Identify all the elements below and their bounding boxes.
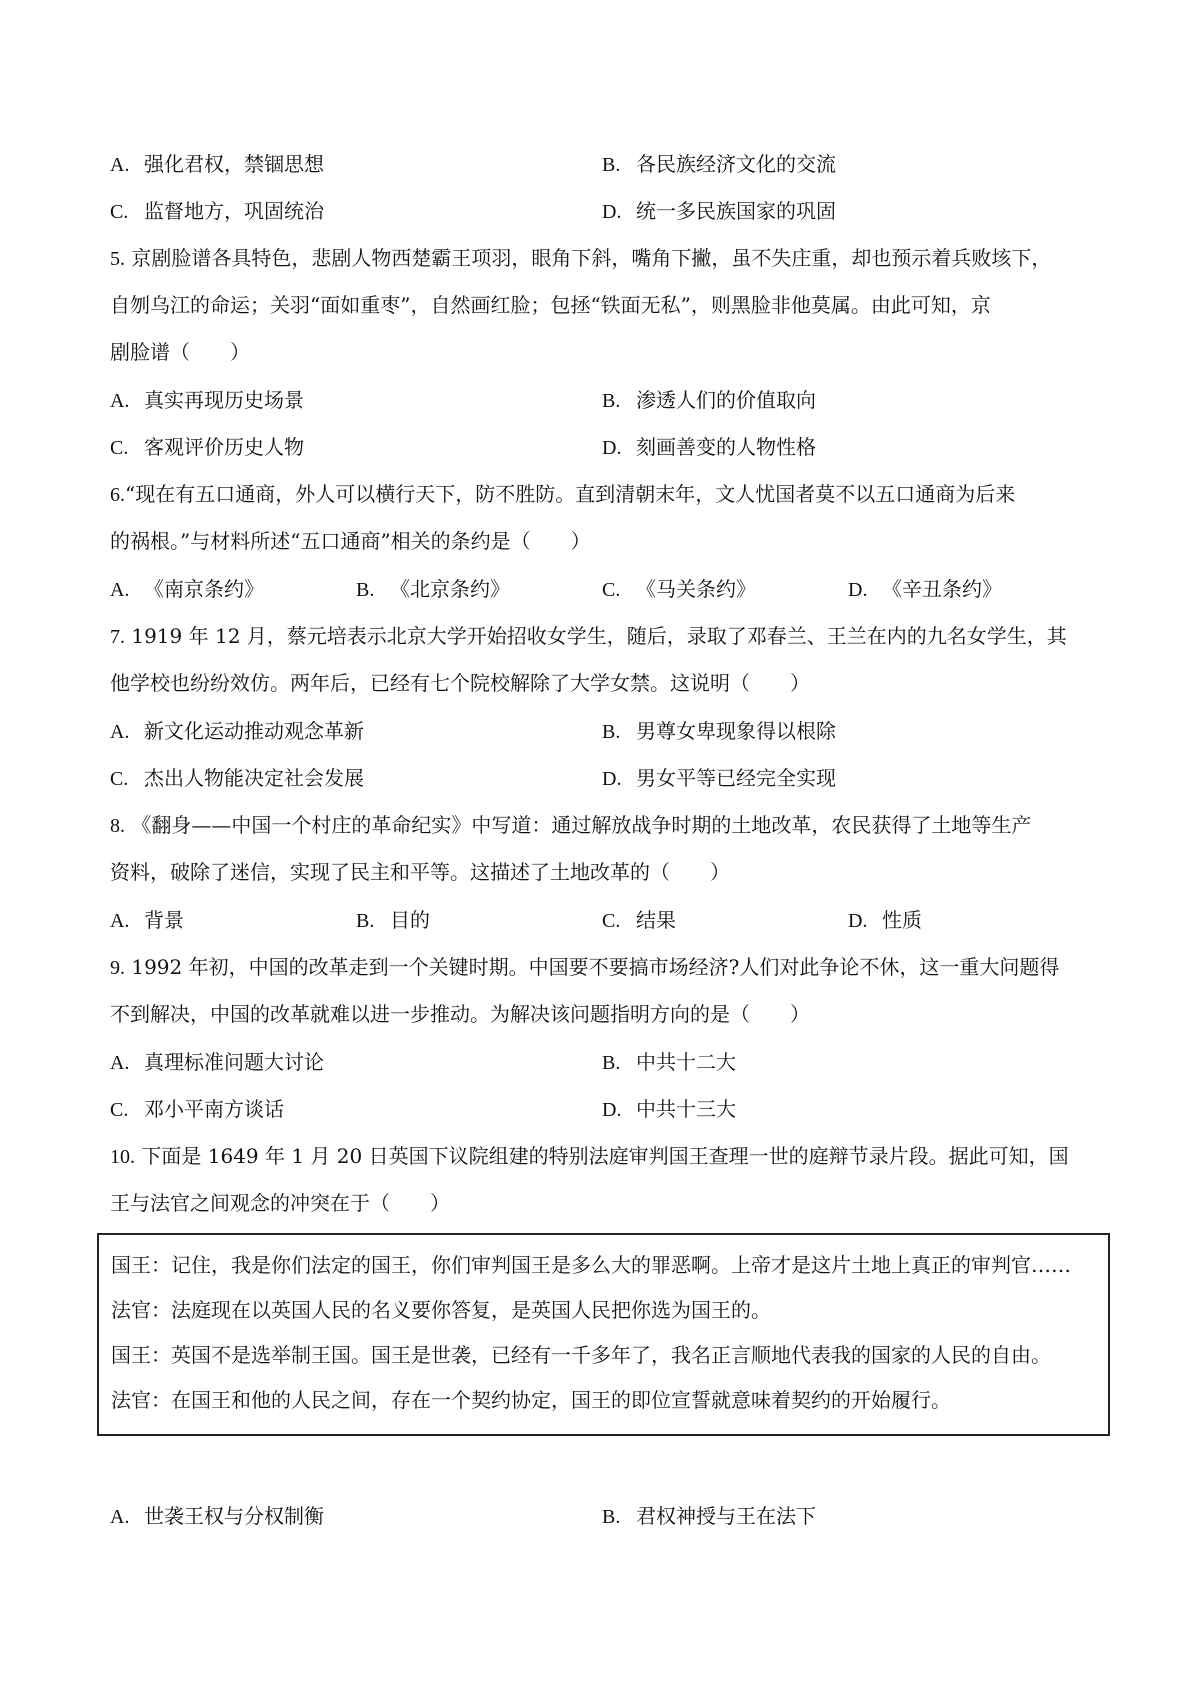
q7-option-a[interactable]: A. 新文化运动推动观念革新 (110, 719, 364, 743)
q6-option-b[interactable]: B. 《北京条约》 (356, 577, 510, 601)
question-number: 10. (110, 1146, 135, 1168)
question-number: 8. (110, 815, 125, 837)
q9-option-a[interactable]: A. 真理标准问题大讨论 (110, 1050, 324, 1074)
question-number: 6. (110, 484, 125, 506)
q9-stem-line-2: 不到解决，中国的改革就难以进一步推动。为解决该问题指明方向的是（ ） (110, 1002, 810, 1026)
q8-stem-line-1: 8. 《翻身——中国一个村庄的革命纪实》中写道：通过解放战争时期的土地改革，农民获得了土地等生产 (110, 813, 1032, 837)
quote-line-2: 法官：法庭现在以英国人民的名义要你答复，是英国人民把你选为国王的。 (111, 1298, 771, 1322)
q6-option-a[interactable]: A. 《南京条约》 (110, 577, 264, 601)
q4-option-b[interactable]: B. 各民族经济文化的交流 (602, 152, 836, 176)
question-number: 7. (110, 626, 125, 648)
q10-option-a[interactable]: A. 世袭王权与分权制衡 (110, 1504, 324, 1528)
q10-stem-line-2: 王与法官之间观念的冲突在于（ ） (110, 1191, 450, 1215)
q8-option-b[interactable]: B. 目的 (356, 908, 430, 932)
q8-option-d[interactable]: D. 性质 (848, 908, 922, 932)
q10-stem-line-1: 10. 下面是 1649 年 1 月 20 日英国下议院组建的特别法庭审判国王查理一世的庭辩节录片段。据此可知，国 (110, 1144, 1069, 1168)
q9-option-c[interactable]: C. 邓小平南方谈话 (110, 1097, 284, 1121)
q5-option-c[interactable]: C. 客观评价历史人物 (110, 435, 304, 459)
q9-option-d[interactable]: D. 中共十三大 (602, 1097, 736, 1121)
q5-stem-line-1: 5. 京剧脸谱各具特色，悲剧人物西楚霸王项羽，眼角下斜，嘴角下撇，虽不失庄重，却也预示着兵败垓下， (110, 246, 1052, 270)
q4-option-c[interactable]: C. 监督地方，巩固统治 (110, 199, 324, 223)
q9-option-b[interactable]: B. 中共十二大 (602, 1050, 736, 1074)
q10-option-b[interactable]: B. 君权神授与王在法下 (602, 1504, 816, 1528)
q4-option-d[interactable]: D. 统一多民族国家的巩固 (602, 199, 836, 223)
q5-option-b[interactable]: B. 渗透人们的价值取向 (602, 388, 816, 412)
q7-option-d[interactable]: D. 男女平等已经完全实现 (602, 766, 836, 790)
q7-option-c[interactable]: C. 杰出人物能决定社会发展 (110, 766, 364, 790)
q5-option-d[interactable]: D. 刻画善变的人物性格 (602, 435, 816, 459)
q8-stem-line-2: 资料，破除了迷信，实现了民主和平等。这描述了土地改革的（ ） (110, 860, 730, 884)
q5-stem-line-2: 自刎乌江的命运；关羽“面如重枣”，自然画红脸；包拯“铁面无私”，则黑脸非他莫属。由此可知，京 (110, 293, 991, 317)
q8-option-c[interactable]: C. 结果 (602, 908, 676, 932)
q7-stem-line-1: 7. 1919 年 12 月，蔡元培表示北京大学开始招收女学生，随后，录取了邓春兰、王兰在内的九名女学生，其 (110, 624, 1067, 648)
q9-stem-line-1: 9. 1992 年初，中国的改革走到一个关键时期。中国要不要搞市场经济?人们对此争论不休，这一重大问题得 (110, 955, 1060, 979)
question-number: 9. (110, 957, 125, 979)
quote-line-1: 国王：记住，我是你们法定的国王，你们审判国王是多么大的罪恶啊。上帝才是这片土地上真正的审判官…… (111, 1253, 1071, 1277)
q6-option-d[interactable]: D. 《辛丑条约》 (848, 577, 1002, 601)
quote-line-4: 法官：在国王和他的人民之间，存在一个契约协定，国王的即位宣誓就意味着契约的开始履行。 (111, 1388, 951, 1412)
q5-stem-line-3: 剧脸谱（ ） (110, 340, 250, 364)
q6-option-c[interactable]: C. 《马关条约》 (602, 577, 756, 601)
q7-stem-line-2: 他学校也纷纷效仿。两年后，已经有七个院校解除了大学女禁。这说明（ ） (110, 671, 810, 695)
q6-stem-line-2: 的祸根。”与材料所述“五口通商”相关的条约是（ ） (110, 529, 591, 553)
q6-stem-line-1: 6.“现在有五口通商，外人可以横行天下，防不胜防。直到清朝末年，文人忧国者莫不以五口通商为后来 (110, 482, 1016, 506)
quote-line-3: 国王：英国不是选举制王国。国王是世袭，已经有一千多年了，我名正言顺地代表我的国家的人民的自由。 (111, 1343, 1051, 1367)
q8-option-a[interactable]: A. 背景 (110, 908, 184, 932)
q10-quote-box (97, 1233, 1110, 1436)
q7-option-b[interactable]: B. 男尊女卑现象得以根除 (602, 719, 836, 743)
q4-option-a[interactable]: A. 强化君权，禁锢思想 (110, 152, 324, 176)
q5-option-a[interactable]: A. 真实再现历史场景 (110, 388, 304, 412)
question-number: 5. (110, 248, 125, 270)
